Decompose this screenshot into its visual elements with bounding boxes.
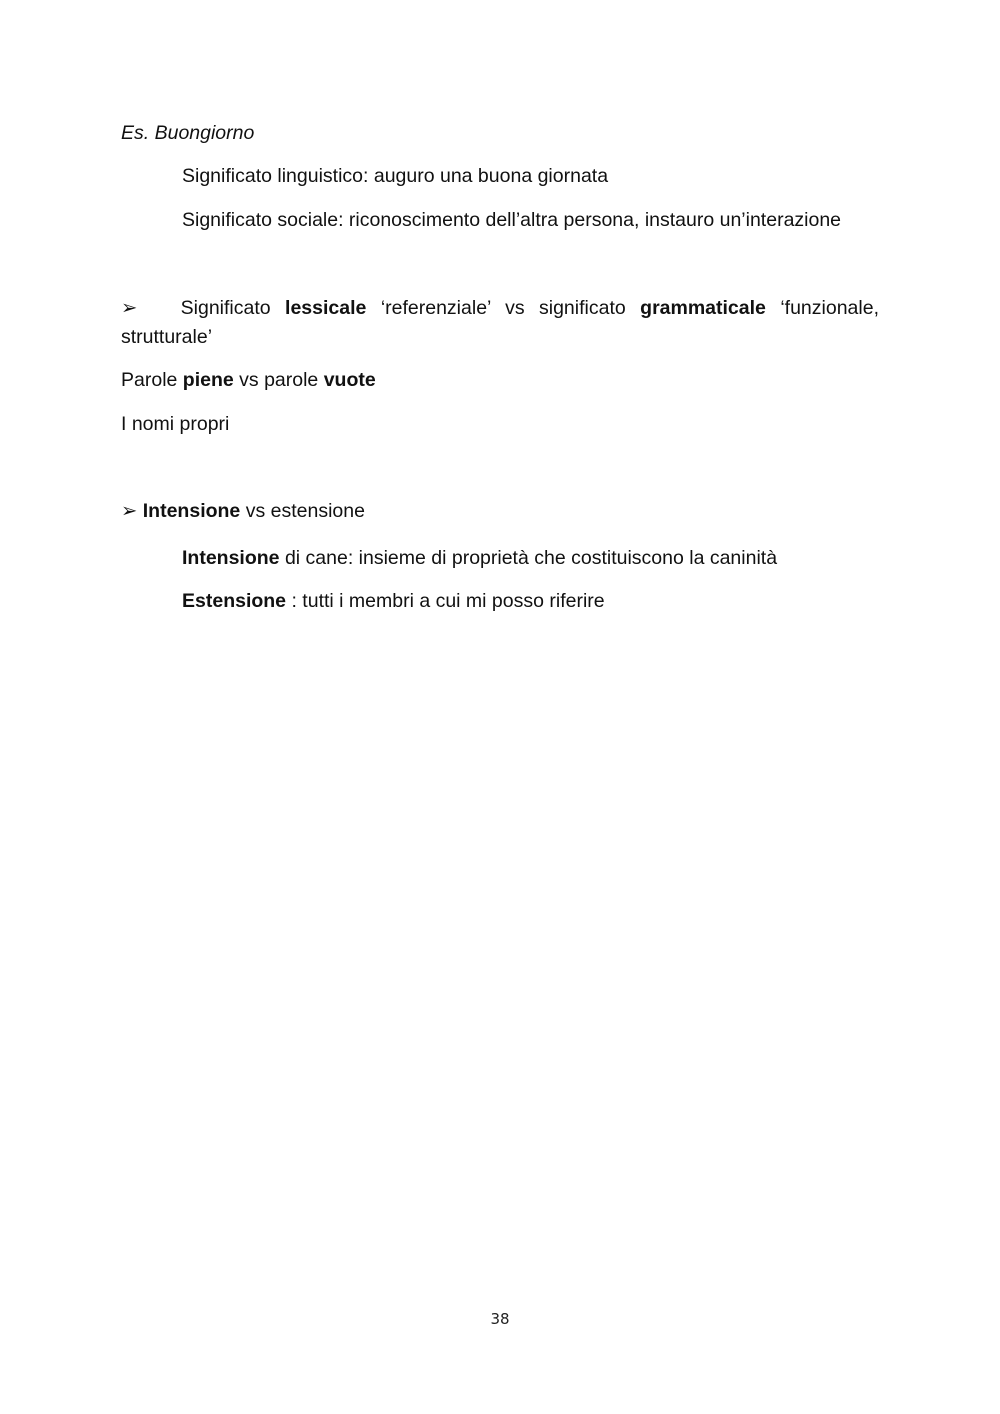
bold-term-grammaticale: grammaticale — [640, 297, 766, 319]
full-vs-empty-words-line — [121, 368, 376, 392]
text-span: ‘referenziale’ vs significato — [380, 297, 626, 319]
bold-term-intensione: Intensione — [182, 547, 280, 569]
bold-term-piene: piene — [182, 369, 234, 391]
intension-definition-line — [182, 546, 777, 570]
arrow-bullet-icon: ➢ — [121, 500, 138, 522]
text-span: Parole — [121, 369, 178, 391]
linguistic-meaning-line: Significato linguistico: auguro una buona giornata — [182, 165, 609, 187]
intension-vs-extension-heading — [121, 499, 365, 523]
text-span: : tutti i membri a cui mi posso riferire — [291, 590, 605, 612]
page-number: 38 — [490, 1310, 510, 1328]
arrow-bullet-icon: ➢ — [121, 297, 138, 319]
text-span: Significato — [180, 297, 271, 319]
text-span: ‘funzionale, strutturale’ — [121, 297, 879, 348]
bold-term-lessicale: lessicale — [285, 297, 367, 319]
social-meaning-line: Significato sociale: riconoscimento dell’altra persona, instauro un’interazione — [182, 209, 842, 231]
extension-definition-line — [182, 589, 605, 613]
lexical-vs-grammatical-paragraph — [121, 294, 879, 352]
text-span: di cane: insieme di proprietà che costituiscono la caninità — [284, 547, 778, 569]
bold-term-vuote: vuote — [323, 369, 376, 391]
bold-term-intensione: Intensione — [142, 500, 241, 522]
bold-term-estensione: Estensione — [182, 590, 287, 612]
text-span: vs estensione — [245, 500, 365, 522]
proper-nouns-line: I nomi propri — [121, 413, 230, 435]
example-heading: Es. Buongiorno — [121, 122, 255, 144]
text-span: vs parole — [239, 369, 319, 391]
